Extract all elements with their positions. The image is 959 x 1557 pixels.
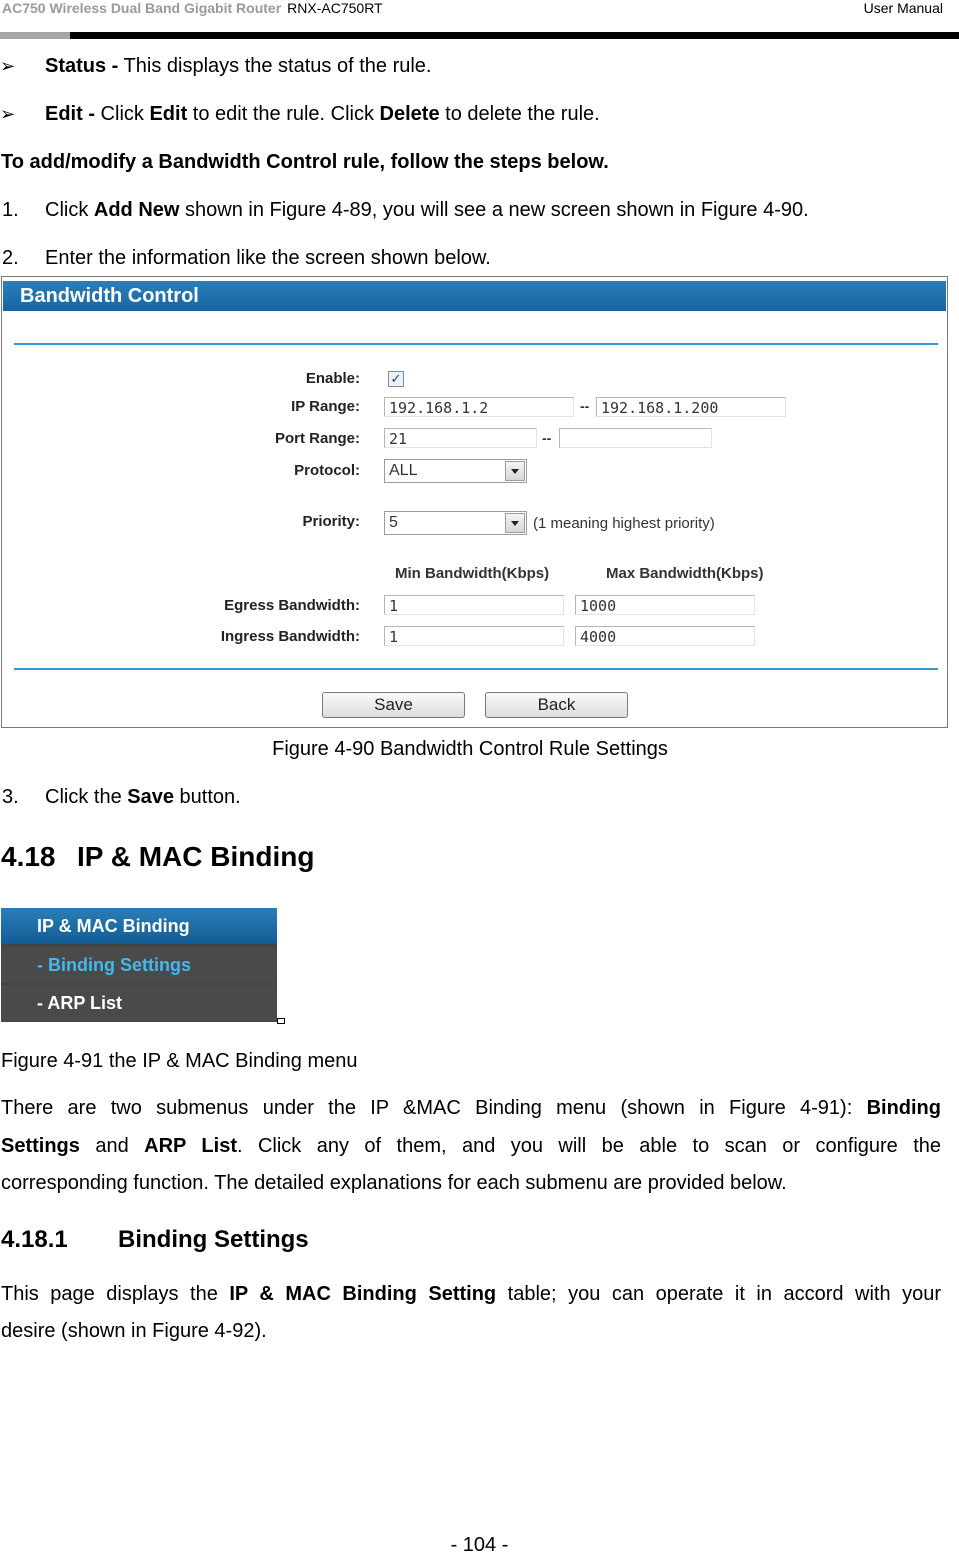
para2-post: table; you can operate it in accord with your — [496, 1283, 942, 1305]
egress-label: Egress Bandwidth: — [224, 597, 360, 614]
para2-bold: IP & MAC Binding Setting — [229, 1283, 497, 1305]
para2-line1 — [1, 1282, 941, 1306]
para1-line3: corresponding function. The detailed explanations for each submenu are provided below. — [1, 1172, 787, 1194]
para1-line2-bold1: Settings — [1, 1135, 80, 1157]
ip-start-input[interactable]: 192.168.1.2 — [384, 397, 574, 417]
min-bandwidth-header: Min Bandwidth(Kbps) — [395, 565, 550, 582]
section-title: IP & MAC Binding — [77, 841, 315, 872]
para1-line1-bold: Binding — [866, 1097, 941, 1119]
menu-arp-list[interactable]: - ARP List — [1, 985, 277, 1021]
para2-line2: desire (shown in Figure 4-92). — [1, 1320, 267, 1342]
back-button[interactable]: Back — [485, 692, 628, 718]
port-dash: -- — [542, 430, 552, 446]
ingress-max-input[interactable]: 4000 — [575, 626, 755, 646]
image-anchor-marker — [277, 1018, 285, 1024]
bullet-edit — [45, 102, 600, 126]
bullet-edit-delete: Delete — [379, 103, 440, 125]
menu-ip-mac-binding[interactable]: IP & MAC Binding — [1, 908, 277, 944]
port-range-label: Port Range: — [274, 430, 360, 447]
ip-mac-menu — [1, 908, 277, 1022]
para1-line1 — [1, 1096, 941, 1120]
chevron-down-icon[interactable] — [505, 513, 525, 533]
header-manual: User Manual — [863, 0, 943, 16]
header-rule — [0, 32, 959, 39]
step1-num: 1. — [2, 199, 19, 221]
menu-binding-settings[interactable]: - Binding Settings — [1, 947, 277, 983]
step2-text: Enter the information like the screen shown below. — [45, 247, 491, 269]
ingress-min-input[interactable]: 1 — [384, 626, 564, 646]
step3-pre: Click the — [45, 786, 128, 808]
protocol-value: ALL — [389, 462, 418, 479]
ip-end-input[interactable]: 192.168.1.200 — [596, 397, 786, 417]
figure-91-caption: Figure 4-91 the IP & MAC Binding menu — [1, 1050, 358, 1072]
port-end-input[interactable] — [559, 428, 712, 448]
port-start-input[interactable]: 21 — [384, 428, 537, 448]
bullet-edit-mid: to edit the rule. Click — [187, 103, 380, 125]
priority-label: Priority: — [302, 513, 360, 530]
panel-title: Bandwidth Control — [3, 281, 946, 311]
protocol-select[interactable] — [384, 459, 527, 483]
para1-line2-text: . Click any of them, and you will be able to scan or configure the — [237, 1135, 942, 1157]
step1-post: shown in Figure 4-89, you will see a new screen shown in Figure 4-90. — [179, 199, 809, 221]
figure-90-caption: Figure 4-90 Bandwidth Control Rule Settings — [272, 738, 668, 760]
step3-post: button. — [173, 786, 241, 808]
section-number: 4.18 — [1, 841, 56, 872]
step3-num: 3. — [2, 786, 19, 808]
enable-label: Enable: — [305, 370, 360, 387]
para1-line2-bold2: ARP List — [144, 1135, 237, 1157]
enable-checkbox[interactable]: ✓ — [388, 371, 404, 387]
bullet-edit-pre: Click — [95, 103, 150, 125]
ip-range-label: IP Range: — [291, 398, 360, 415]
para1-line2-and: and — [79, 1135, 145, 1157]
para2-pre: This page displays the — [1, 1283, 230, 1305]
divider — [14, 343, 938, 345]
bullet-arrow-icon: ➢ — [0, 104, 16, 124]
divider — [14, 668, 938, 670]
ingress-label: Ingress Bandwidth: — [220, 628, 360, 645]
priority-select[interactable] — [384, 511, 527, 535]
bullet-status-term: Status - — [45, 55, 119, 77]
step1-bold: Add New — [93, 199, 180, 221]
para1-line2 — [1, 1134, 941, 1158]
bullet-arrow-icon: ➢ — [0, 56, 16, 76]
step3-bold: Save — [127, 786, 174, 808]
max-bandwidth-header: Max Bandwidth(Kbps) — [606, 565, 764, 582]
egress-min-input[interactable]: 1 — [384, 595, 564, 615]
bullet-status — [45, 54, 431, 78]
bullet-status-text: This displays the status of the rule. — [118, 55, 432, 77]
bullet-edit-term: Edit - — [45, 103, 95, 125]
ip-dash: -- — [580, 398, 590, 414]
subsection-title: Binding Settings — [118, 1226, 309, 1253]
bullet-edit-edit: Edit — [149, 103, 188, 125]
priority-note: (1 meaning highest priority) — [533, 515, 715, 532]
bandwidth-control-panel — [1, 276, 948, 728]
save-button[interactable]: Save — [322, 692, 465, 718]
chevron-down-icon[interactable] — [505, 461, 525, 481]
bullet-edit-post: to delete the rule. — [439, 103, 600, 125]
step2-num: 2. — [2, 247, 19, 269]
header-product-name: AC750 Wireless Dual Band Gigabit Router — [2, 0, 282, 16]
step1-text — [45, 198, 809, 222]
para1-line1-text: There are two submenus under the IP &MAC Binding menu (shown in Figure 4-91): — [1, 1097, 867, 1119]
header-model: RNX-AC750RT — [287, 0, 383, 16]
subsection-number: 4.18.1 — [1, 1226, 68, 1253]
protocol-label: Protocol: — [294, 462, 360, 479]
step3-text — [45, 785, 241, 809]
priority-value: 5 — [389, 514, 398, 531]
egress-max-input[interactable]: 1000 — [575, 595, 755, 615]
page-number: - 104 - — [450, 1534, 509, 1556]
steps-heading: To add/modify a Bandwidth Control rule, follow the steps below. — [1, 151, 609, 173]
step1-pre: Click — [45, 199, 94, 221]
header-product — [2, 0, 383, 16]
